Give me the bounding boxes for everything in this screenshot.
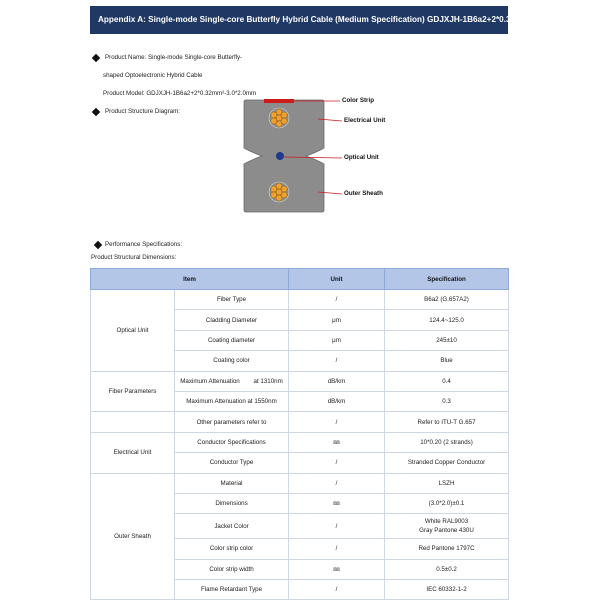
product-model: Product Model: GDJXJH-1B6a2+2*0.32mm²-3.0*2.0mm <box>103 90 257 97</box>
param-cell: Color strip color <box>175 539 289 559</box>
unit-cell: / <box>289 453 385 473</box>
group-optical-unit: Optical Unit <box>91 290 175 372</box>
product-name-line1: Product Name: Single-mode Single-core Butterfly- <box>105 54 243 61</box>
table-row <box>91 412 509 432</box>
spec-cell: B6a2 (G.657A2) <box>385 290 509 310</box>
param-cell: Conductor Specifications <box>175 432 289 452</box>
group-empty-cell <box>91 412 175 432</box>
unit-cell: / <box>289 351 385 371</box>
spec-cell: Stranded Copper Conductor <box>385 453 509 473</box>
label-color-strip: Color Strip <box>342 97 374 104</box>
group-outer-sheath: Outer Sheath <box>91 473 175 600</box>
unit-cell: / <box>289 412 385 432</box>
param-cell: Flame Retardant Type <box>175 580 289 600</box>
table-row <box>91 432 509 452</box>
dimensions-subheading: Product Structural Dimensions: <box>91 254 177 261</box>
col-header-spec: Specification <box>385 269 509 290</box>
jacket-color-white: White RAL9003 <box>424 518 469 526</box>
param-cell: Maximum Attenuation at 1550nm <box>175 391 289 411</box>
spec-cell: LSZH <box>385 473 509 493</box>
product-name-line2: shaped Optoelectronic Hybrid Cable <box>103 72 203 79</box>
spec-cell: 0.4 <box>385 371 509 391</box>
spec-cell: 0.3 <box>385 391 509 411</box>
col-header-unit: Unit <box>289 269 385 290</box>
spec-cell: 10*0.20 (2 strands) <box>385 432 509 452</box>
spec-cell: IEC 60332-1-2 <box>385 580 509 600</box>
param-cell: Other parameters refer to <box>175 412 289 432</box>
label-optical-unit: Optical Unit <box>344 154 379 161</box>
param-cell: Color strip width <box>175 559 289 579</box>
unit-cell: dB/km <box>289 371 385 391</box>
spec-cell: Red Pantone 1797C <box>385 539 509 559</box>
label-outer-sheath: Outer Sheath <box>344 190 383 197</box>
unit-cell: / <box>289 539 385 559</box>
page-banner: Appendix A: Single-mode Single-core Butterfly Hybrid Cable (Medium Specification) GDJXJH-1B6a2+2*0.32mm²-3.0*2.0mm <box>90 6 508 34</box>
spec-cell: Refer to ITU-T G.657 <box>385 412 509 432</box>
param-cell: Maximum Attenuation at 1310nm <box>175 371 289 391</box>
label-electrical-unit: Electrical Unit <box>344 117 386 124</box>
spec-cell: 245±10 <box>385 330 509 350</box>
unit-cell: / <box>289 514 385 539</box>
unit-cell: ㎜ <box>289 559 385 579</box>
spec-cell <box>385 514 509 539</box>
param-cell: Dimensions <box>175 493 289 513</box>
unit-cell: / <box>289 580 385 600</box>
param-cell: Fiber Type <box>175 290 289 310</box>
table-header-row <box>91 269 509 290</box>
unit-cell: ㎜ <box>289 493 385 513</box>
param-cell: Jacket Color <box>175 514 289 539</box>
unit-cell: dB/km <box>289 391 385 411</box>
unit-cell: μm <box>289 310 385 330</box>
group-electrical-unit: Electrical Unit <box>91 432 175 473</box>
unit-cell: μm <box>289 330 385 350</box>
spec-cell: Blue <box>385 351 509 371</box>
param-cell: Material <box>175 473 289 493</box>
table-row <box>91 371 509 391</box>
param-cell: Coating color <box>175 351 289 371</box>
spec-cell: 0.5±0.2 <box>385 559 509 579</box>
param-cell: Cladding Diameter <box>175 310 289 330</box>
jacket-color-gray: Gray Pantone 430U <box>419 527 474 535</box>
param-cell: Coating diameter <box>175 330 289 350</box>
table-row <box>91 290 509 310</box>
param-cell: Conductor Type <box>175 453 289 473</box>
group-fiber-parameters: Fiber Parameters <box>91 371 175 412</box>
unit-cell: / <box>289 473 385 493</box>
col-header-item: Item <box>91 269 289 290</box>
structure-heading: Product Structure Diagram: <box>105 108 180 115</box>
unit-cell: ㎜ <box>289 432 385 452</box>
unit-cell: / <box>289 290 385 310</box>
spec-cell: 124.4~125.0 <box>385 310 509 330</box>
spec-cell: (3.0*2.0)±0.1 <box>385 493 509 513</box>
table-row <box>91 473 509 493</box>
performance-heading: Performance Specifications: <box>105 241 183 248</box>
spec-table <box>90 268 509 600</box>
